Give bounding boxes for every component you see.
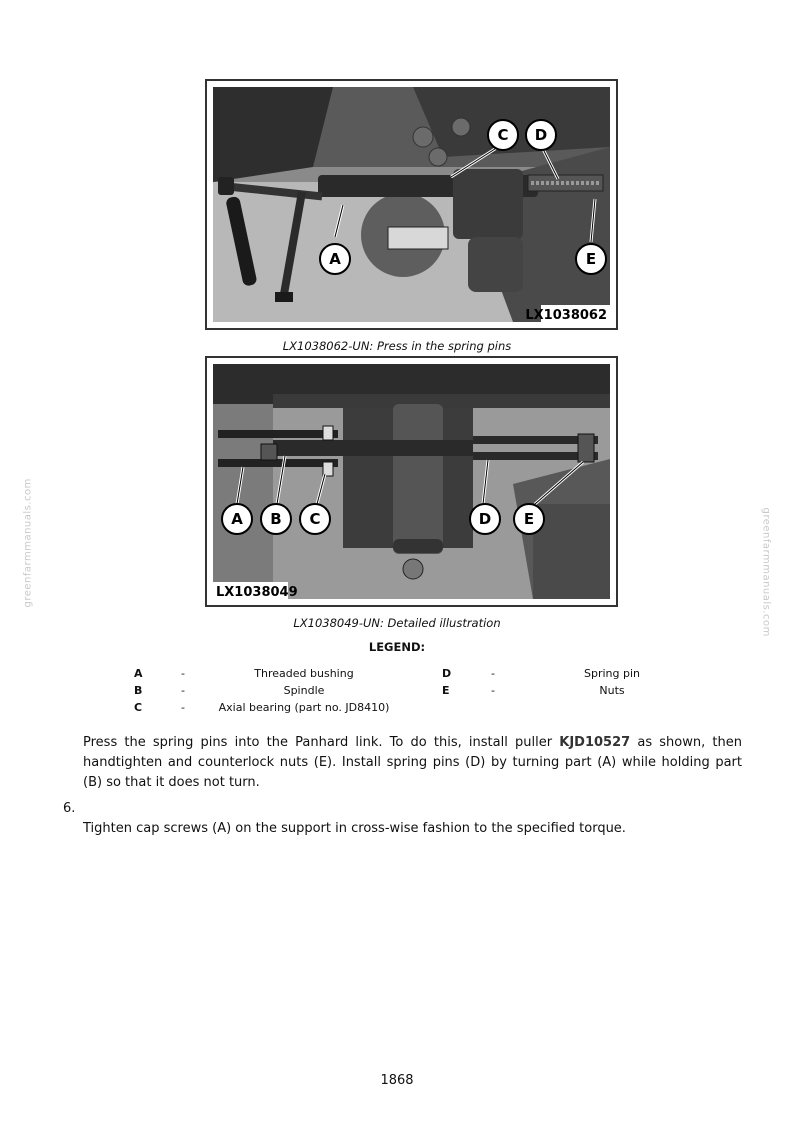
fig1-callout-e: [576, 244, 606, 274]
legend-description: Spindle: [283, 684, 325, 697]
fig2-callout-a: [222, 504, 252, 534]
tool-reference-link[interactable]: KJD10527: [559, 735, 631, 750]
figure-1-photo: [213, 87, 610, 322]
legend-title: LEGEND:: [368, 640, 426, 654]
fig2-callout-c: [300, 504, 330, 534]
legend-description: Axial bearing (part no. JD8410): [218, 701, 390, 714]
svg-text:A: A: [231, 510, 243, 528]
svg-text:C: C: [309, 510, 321, 528]
figure-2: [205, 356, 618, 607]
legend-letter: A: [134, 667, 143, 680]
figure-2-photo: [213, 364, 610, 599]
svg-text:A: A: [329, 250, 341, 268]
watermark-left: greenfarmmanuals.com: [22, 478, 34, 608]
page-number: 1868: [380, 1073, 414, 1088]
legend-description: Nuts: [599, 684, 625, 697]
svg-text:E: E: [523, 510, 535, 528]
figure-1-caption: LX1038062-UN: Press in the spring pins: [282, 339, 512, 353]
svg-text:D: D: [534, 126, 548, 144]
legend-dash: -: [491, 667, 495, 680]
legend-dash: -: [181, 684, 185, 697]
legend-letter: C: [134, 701, 143, 714]
figure-1: [205, 79, 618, 330]
svg-text:D: D: [478, 510, 492, 528]
legend-letter: D: [442, 667, 452, 680]
fig2-callout-e: [514, 504, 544, 534]
legend-dash: -: [181, 667, 185, 680]
legend-row: [0, 666, 794, 682]
legend-letter: B: [134, 684, 143, 697]
fig2-callout-b: [261, 504, 291, 534]
fig1-callout-d: [526, 120, 556, 150]
legend-row: [0, 683, 794, 699]
legend-description: Spring pin: [583, 667, 640, 680]
instruction-paragraph: Press the spring pins into the Panhard link. To do this, install puller KJD10527 as shown, then handtighten and counterlock nuts (E). Install spring pins (D) by turning part (A) while holding part (B) so that it does not turn.: [83, 735, 742, 790]
figure-2-code: LX1038049: [216, 585, 298, 599]
legend-dash: -: [491, 684, 495, 697]
watermark-right: greenfarmmanuals.com: [760, 507, 772, 637]
legend-dash: -: [181, 701, 185, 714]
svg-text:B: B: [270, 510, 282, 528]
svg-text:E: E: [585, 250, 597, 268]
figure-1-code: LX1038062: [525, 308, 607, 322]
legend-description: Threaded bushing: [254, 667, 354, 680]
fig1-callout-c: [488, 120, 518, 150]
fig1-callout-a: [320, 244, 350, 274]
step-number: 6.: [63, 801, 76, 816]
svg-text:C: C: [497, 126, 509, 144]
figure-2-caption: LX1038049-UN: Detailed illustration: [293, 616, 501, 630]
fig2-callout-d: [470, 504, 500, 534]
step-paragraph: Tighten cap screws (A) on the support in cross-wise fashion to the specified torque.: [83, 821, 626, 836]
legend-letter: E: [442, 684, 450, 697]
legend-row: [0, 700, 794, 716]
